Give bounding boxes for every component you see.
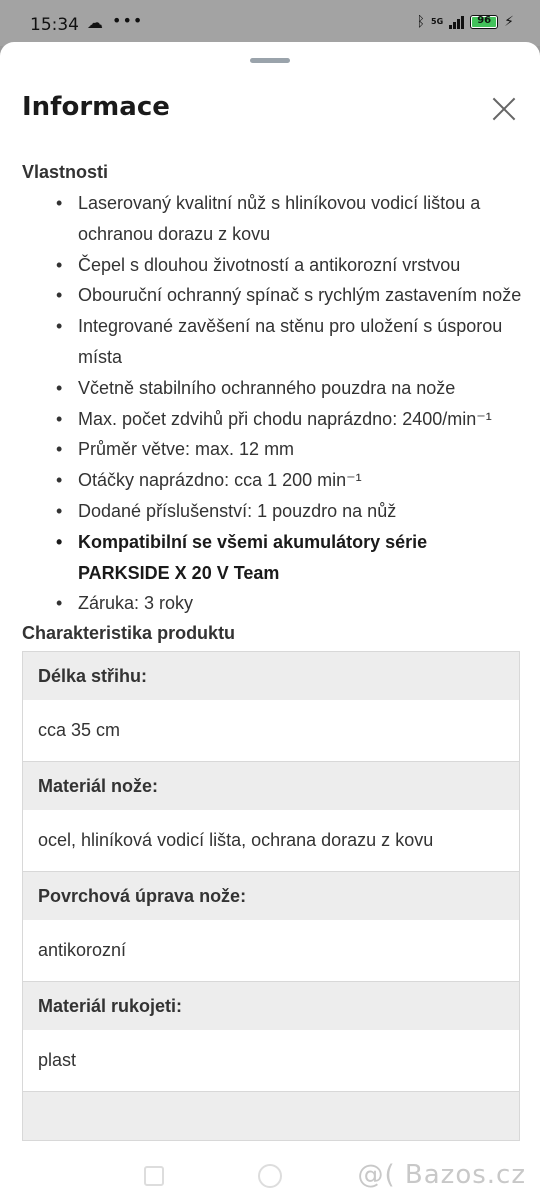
characteristics-title: Charakteristika produktu — [22, 623, 236, 644]
list-item: • Dodané příslušenství: 1 pouzdro na nůž — [56, 496, 522, 527]
status-bar — [0, 0, 540, 46]
characteristics-table — [22, 651, 520, 1141]
drag-handle[interactable] — [250, 58, 290, 63]
table-row-value: ocel, hliníková vodicí lišta, ochrana dorazu z kovu — [23, 810, 519, 871]
info-content — [22, 160, 522, 1141]
charging-icon: ⚡ — [504, 14, 514, 30]
table-row-label — [23, 1091, 519, 1140]
list-item: • Kompatibilní se všemi akumulátory série PARKSIDE X 20 V Team — [56, 527, 522, 589]
signal-icon — [449, 15, 464, 29]
list-item: • Otáčky naprázdno: cca 1 200 min⁻¹ — [56, 465, 522, 496]
battery-level: 96 — [477, 15, 492, 26]
table-row-label: Materiál nože: — [23, 761, 519, 810]
list-item: • Záruka: 3 roky — [56, 588, 522, 619]
properties-title: Vlastnosti — [22, 162, 109, 182]
table-row-value: antikorozní — [23, 920, 519, 981]
info-bottom-sheet — [0, 42, 540, 1200]
bluetooth-icon: ᛒ — [416, 14, 426, 30]
list-item: • Průměr větve: max. 12 mm — [56, 434, 522, 465]
table-row-value: cca 35 cm — [23, 700, 519, 761]
list-item: • Včetně stabilního ochranného pouzdra na nože — [56, 373, 522, 404]
cloud-icon: ☁ — [87, 13, 103, 32]
table-row-label: Povrchová úprava nože: — [23, 871, 519, 920]
battery-icon — [470, 15, 498, 29]
navigation-bar — [0, 1160, 540, 1200]
list-item: • Laserovaný kvalitní nůž s hliníkovou vodicí lištou a ochranou dorazu z kovu — [56, 188, 522, 250]
properties-list — [22, 188, 522, 619]
more-notifications-icon: ••• — [112, 11, 144, 30]
status-time: 15:34 — [30, 15, 79, 35]
list-item: • Max. počet zdvihů při chodu naprázdno: 2400/min⁻¹ — [56, 404, 522, 435]
table-row-label: Materiál rukojeti: — [23, 981, 519, 1030]
network-type: 5G — [431, 17, 444, 26]
recent-apps-button[interactable] — [144, 1166, 164, 1186]
list-item: • Integrované zavěšení na stěnu pro uložení s úsporou místa — [56, 311, 522, 373]
table-row-value: plast — [23, 1030, 519, 1091]
watermark: @( Bazos.cz — [357, 1160, 526, 1190]
home-button[interactable] — [258, 1164, 282, 1188]
table-row-label: Délka střihu: — [23, 652, 519, 700]
list-item: • Čepel s dlouhou životností a antikorozní vrstvou — [56, 250, 522, 281]
close-icon[interactable] — [492, 97, 516, 121]
list-item: • Obouruční ochranný spínač s rychlým zastavením nože — [56, 280, 522, 311]
sheet-title: Informace — [22, 92, 170, 122]
